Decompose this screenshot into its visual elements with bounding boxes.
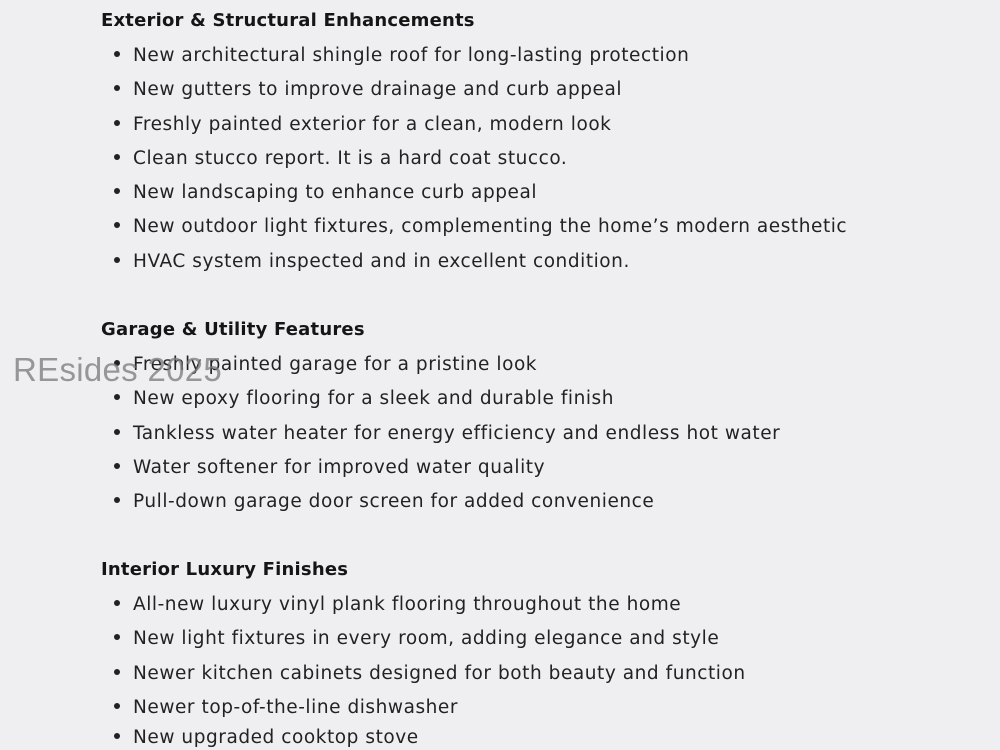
list-item [114,181,537,205]
list-item [114,726,419,750]
bullet-icon [114,497,120,503]
list-item [114,250,630,274]
list-item-text: New upgraded cooktop stove [133,727,419,748]
bullet-icon [114,634,120,640]
section-heading-exterior: Exterior & Structural Enhancements [101,10,475,31]
list-item-text: Newer kitchen cabinets designed for both beauty and function [133,663,746,684]
list-item-text: HVAC system inspected and in excellent condition. [133,251,630,272]
bullet-icon [114,120,120,126]
list-item-text: Pull-down garage door screen for added convenience [133,491,655,512]
list-item [114,422,780,446]
bullet-icon [114,257,120,263]
list-item [114,627,719,651]
list-item [114,78,622,102]
list-item-text: New epoxy flooring for a sleek and durable finish [133,388,615,409]
list-item [114,593,681,617]
list-item-text: Clean stucco report. It is a hard coat stucco. [133,148,568,169]
bullet-icon [114,669,120,675]
bullet-icon [114,222,120,228]
list-item-text: Newer top-of-the-line dishwasher [133,697,459,718]
bullet-icon [114,600,120,606]
list-item [114,662,746,686]
bullet-icon [114,188,120,194]
list-item [114,44,689,68]
watermark: REsides 2025 [13,351,223,388]
list-item [114,147,567,171]
list-item-text: New landscaping to enhance curb appeal [133,182,538,203]
section-heading-interior: Interior Luxury Finishes [101,559,349,580]
list-item-text: New light fixtures in every room, adding elegance and style [133,628,720,649]
bullet-icon [114,463,120,469]
list-item [114,113,611,137]
list-item-text: New architectural shingle roof for long-lasting protection [133,45,690,66]
list-item-text: All-new luxury vinyl plank flooring throughout the home [133,594,682,615]
bullet-icon [114,154,120,160]
list-item [114,215,847,239]
list-item [114,490,654,514]
bullet-icon [114,51,120,57]
list-item [114,456,545,480]
bullet-icon [114,733,120,739]
list-item [114,696,458,720]
bullet-icon [114,85,120,91]
list-item-text: Water softener for improved water quality [133,457,546,478]
list-item-text: New gutters to improve drainage and curb appeal [133,79,623,100]
list-item-text: Tankless water heater for energy efficiency and endless hot water [133,423,781,444]
bullet-icon [114,703,120,709]
section-heading-garage: Garage & Utility Features [101,319,365,340]
bullet-icon [114,429,120,435]
list-item-text: Freshly painted exterior for a clean, modern look [133,114,612,135]
list-item-text: Freshly painted garage for a pristine look [133,354,538,375]
list-item-text: New outdoor light fixtures, complementing the home’s modern aesthetic [133,216,848,237]
list-item [114,387,614,411]
bullet-icon [114,394,120,400]
